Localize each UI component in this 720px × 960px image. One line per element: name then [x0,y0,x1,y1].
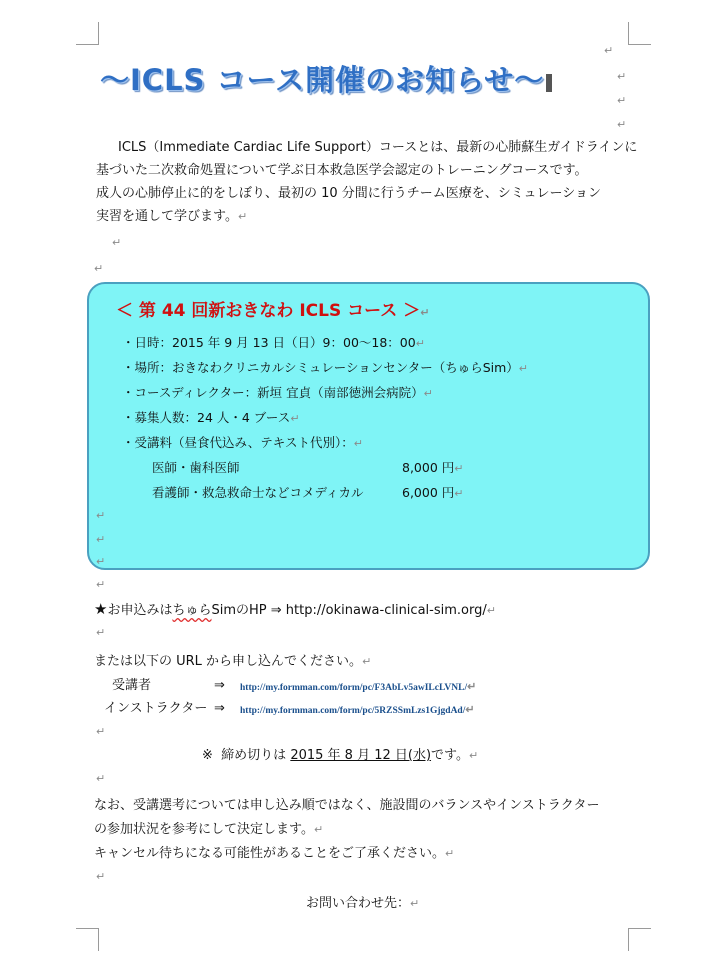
note-line-2: の参加状況を参考にして決定します。↵ [94,822,324,837]
page-title [100,58,552,99]
course-heading: ＜ 第 44 回新おきなわ ICLS コース ＞↵ [116,301,430,321]
paragraph-mark: ↵ [96,533,106,546]
course-date: ・日時：2015 年 9 月 13 日（日）9：00～18：00↵ [122,335,425,350]
star-icon: ★ [94,600,108,618]
instructor-label: インストラクター [104,701,208,716]
apply-hp-line: ★お申込みはちゅらSimのHP ⇒ http://okinawa-clinical-sim.org/↵ [94,600,496,618]
deadline-date: 2015 年 8 月 12 日(水) [290,748,432,763]
page-title-text: ～ICLS コース開催のお知らせ～ [100,63,545,97]
deadline-line: ※ 締め切りは 2015 年 8 月 12 日(水)です。↵ [202,748,479,763]
instructor-url-link[interactable]: http://my.formman.com/form/pc/5RZSSmLzs1GjgdAd/↵ [240,704,475,716]
paragraph-mark: ↵ [96,626,106,639]
paragraph-mark: ↵ [96,509,106,522]
paragraph-mark: ↵ [94,262,104,275]
paragraph-mark: ↵ [617,118,627,131]
paragraph-mark: ↵ [96,772,106,785]
crop-mark-top-left [76,22,99,45]
instructor-arrow: ⇒ [214,701,225,716]
course-director: ・コースディレクター：新垣 宜貞（南部徳洲会病院）↵ [122,385,433,400]
course-capacity: ・募集人数：24 人・4 ブース↵ [122,410,300,425]
paragraph-mark: ↵ [96,725,106,738]
intro-line-1: ICLS（Immediate Cardiac Life Support）コースとは、最新の心肺蘇生ガイドラインに [118,140,638,155]
note-line-1: なお、受講選考については申し込み順ではなく、施設間のバランスやインストラクター [94,798,600,813]
note-line-3: キャンセル待ちになる可能性があることをご了承ください。↵ [94,846,455,861]
intro-line-2: 基づいた二次救命処置について学ぶ日本救急医学会認定のトレーニングコースです。 [96,163,588,178]
course-fee-label: ・受講料（昼食代込み、テキスト代別）：↵ [122,435,363,450]
course-info-box [87,282,650,570]
paragraph-mark: ↵ [96,555,106,568]
paragraph-mark: ↵ [617,70,627,83]
paragraph-mark: ↵ [96,870,106,883]
crop-mark-bottom-left [76,928,99,951]
fee-doctor-amount: 8,000 円↵ [402,460,464,475]
fee-comedical-label: 看護師・救急救命士などコメディカル [152,485,364,500]
crop-mark-bottom-right [628,928,651,951]
course-place: ・場所：おきなわクリニカルシミュレーションセンター（ちゅらSim）↵ [122,360,528,375]
paragraph-mark: ↵ [96,578,106,591]
paragraph-mark: ↵ [112,236,122,249]
trainee-arrow: ⇒ [214,678,225,693]
contact-label: お問い合わせ先：↵ [306,896,420,911]
trainee-label: 受講者 [112,678,152,693]
fee-comedical-amount: 6,000 円↵ [402,485,464,500]
paragraph-mark: ↵ [604,44,614,57]
intro-line-4: 実習を通して学びます。↵ [96,209,248,224]
crop-mark-top-right [628,22,651,45]
apply-or-line: または以下の URL から申し込んでください。↵ [94,654,372,669]
fee-doctor-label: 医師・歯科医師 [152,460,240,475]
paragraph-mark: ↵ [617,94,627,107]
hp-link[interactable]: SimのHP ⇒ http://okinawa-clinical-sim.org/ [211,603,487,618]
text-cursor-icon [546,74,552,92]
trainee-url-link[interactable]: http://my.formman.com/form/pc/F3AbLv5awILcLVNL/↵ [240,681,477,693]
intro-line-3: 成人の心肺停止に的をしぼり、最初の 10 分間に行うチーム医療を、シミュレーション [96,186,602,201]
